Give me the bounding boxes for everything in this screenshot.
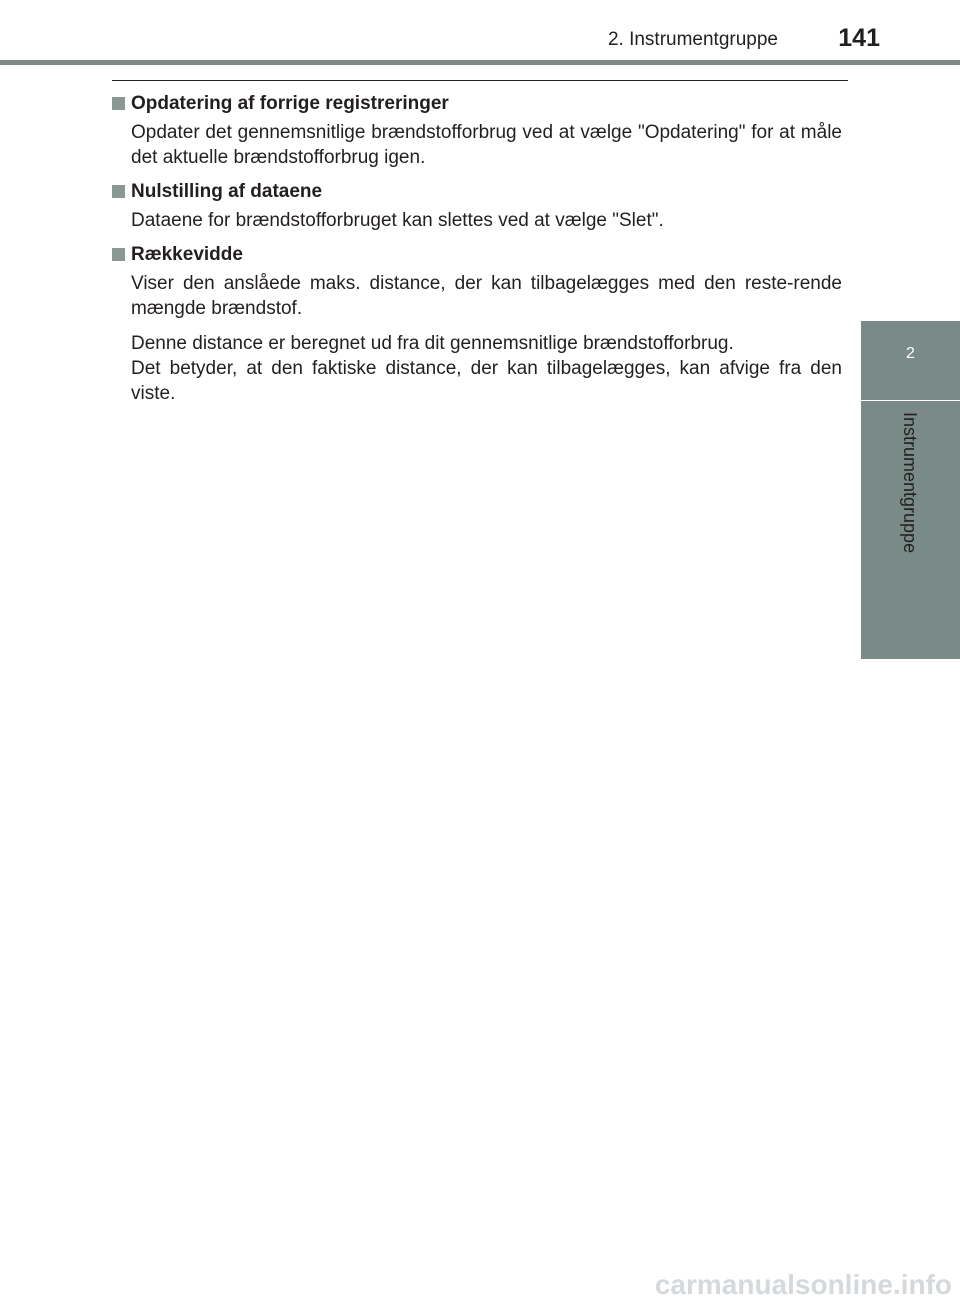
page-number: 141 (838, 24, 880, 52)
chapter-number: 2 (906, 345, 915, 362)
paragraph: Viser den anslåede maks. distance, der kan tilbagelægges med den reste-rende mængde brændstof. (131, 273, 842, 319)
section-heading-text: Nulstilling af dataene (131, 181, 323, 202)
paragraph: Det betyder, at den faktiske distance, der kan tilbagelægges, kan afvige fra den viste. (131, 358, 842, 404)
section-update-previous-records (112, 91, 842, 170)
paragraph: Opdater det gennemsnitlige brændstofforbrug ved at vælge "Opdatering" for at måle det aktuelle brændstofforbrug igen. (131, 122, 842, 168)
section-range (112, 242, 842, 406)
header-bar (0, 60, 960, 65)
section-heading (112, 242, 842, 267)
paragraph: Denne distance er beregnet ud fra dit gennemsnitlige brændstofforbrug. (131, 333, 734, 354)
square-bullet-icon (112, 97, 125, 110)
page-content (112, 91, 842, 415)
square-bullet-icon (112, 185, 125, 198)
paragraph: Dataene for brændstofforbruget kan slettes ved at vælge "Slet". (131, 210, 664, 231)
section-reset-data (112, 179, 842, 233)
section-heading (112, 91, 842, 116)
chapter-label: Instrumentgruppe (900, 412, 920, 554)
square-bullet-icon (112, 248, 125, 261)
watermark: carmanualsonline.info (654, 1269, 952, 1300)
running-header-section: 2. Instrumentgruppe (607, 29, 778, 50)
side-tab-divider (861, 400, 960, 401)
section-heading (112, 179, 842, 204)
section-heading-text: Opdatering af forrige registreringer (131, 93, 449, 114)
section-heading-text: Rækkevidde (131, 244, 243, 265)
content-top-rule (112, 80, 848, 81)
